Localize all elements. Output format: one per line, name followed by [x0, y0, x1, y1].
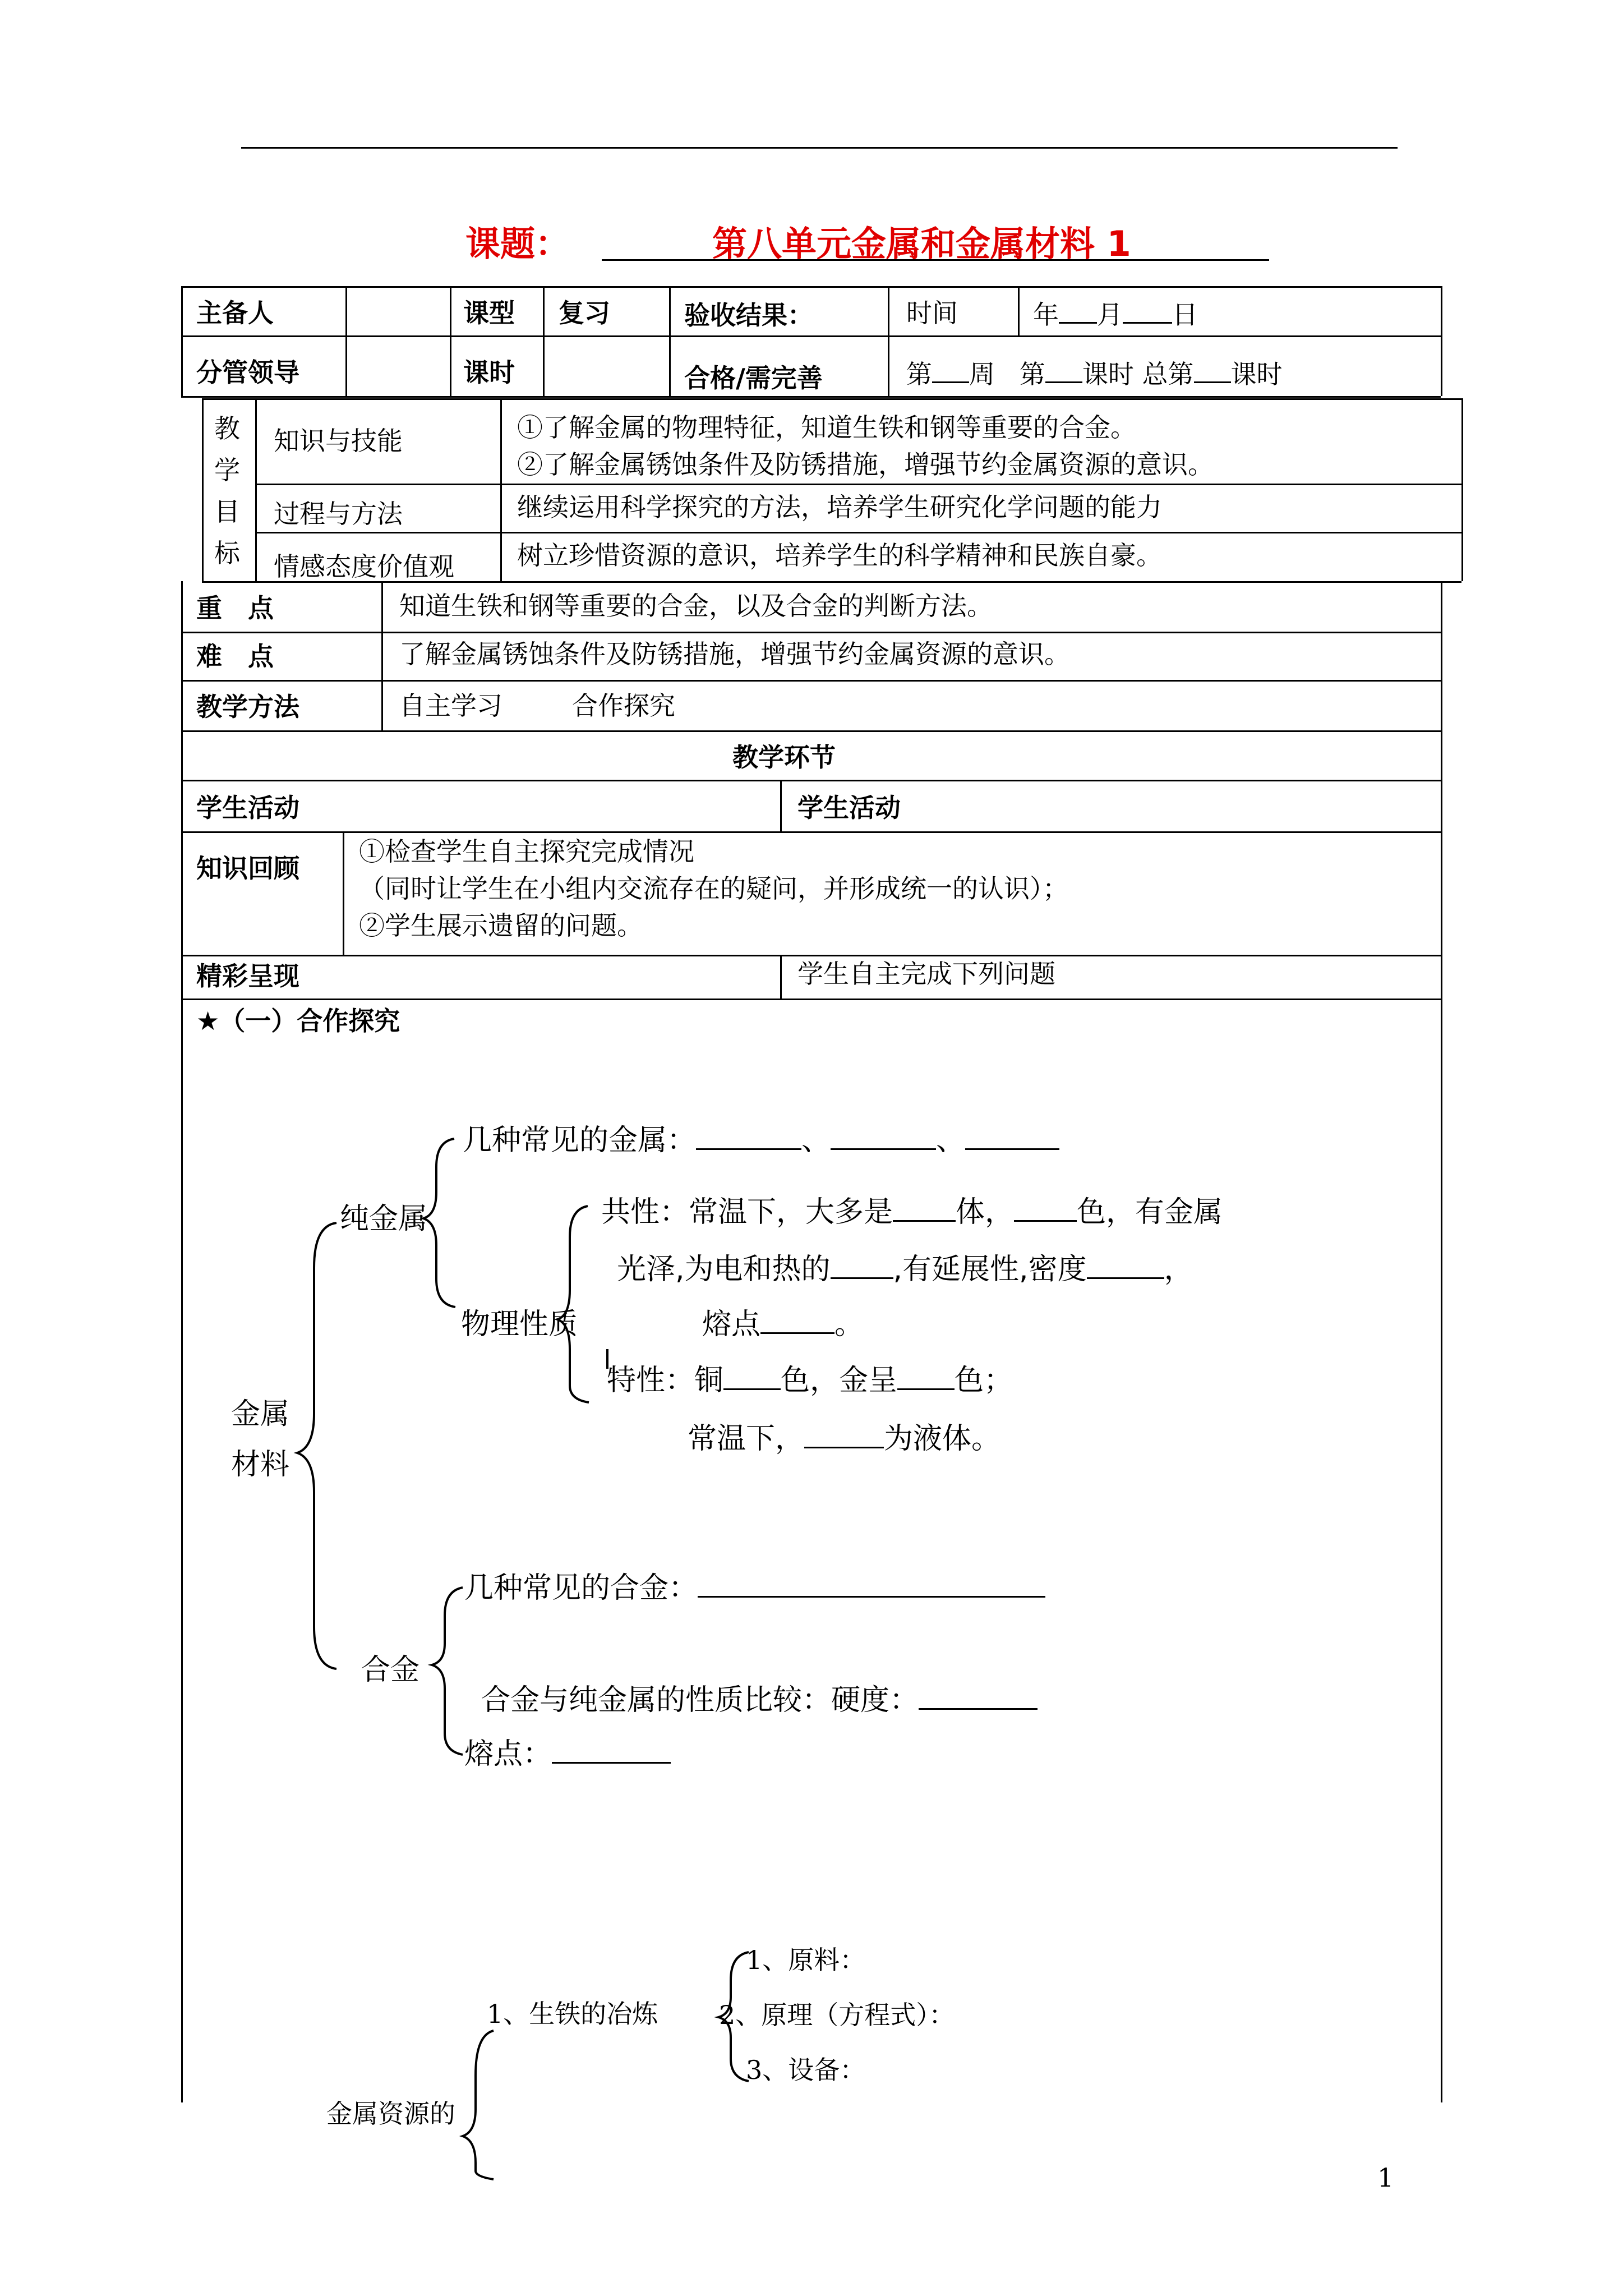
room-temp-label: 常温下，: [688, 1422, 805, 1456]
period-label: 课时: [463, 357, 515, 388]
total-suffix: 课时: [1230, 359, 1283, 389]
gold-suffix: 色；: [955, 1364, 1013, 1397]
special-label: 特性：铜: [607, 1364, 724, 1397]
copper-suffix: 色，金呈: [781, 1364, 898, 1397]
week-suffix: 周: [969, 359, 995, 389]
page-title: 第八单元金属和金属材料 1: [712, 223, 1131, 264]
liquid-label: 为液体。: [884, 1422, 1001, 1456]
focus-text: 知道生铁和钢等重要的合金，以及合金的判断方法。: [399, 591, 993, 621]
goals-side-3: 目: [214, 496, 240, 527]
mindmap-common-prop: [601, 1195, 1223, 1230]
mindmap-luster: [617, 1252, 1193, 1287]
difficulty-label: 难 点: [196, 641, 274, 671]
luster-label: 光泽,为电和热的: [617, 1253, 831, 1286]
acceptance-label: 验收结果：: [684, 300, 813, 330]
mindmap-physical: 物理性质: [461, 1308, 578, 1341]
melting-label: 熔点: [702, 1308, 761, 1341]
melting-period: 。: [834, 1308, 864, 1341]
difficulty-text: 了解金属锈蚀条件及防锈措施，增强节约金属资源的意识。: [399, 639, 1070, 669]
goals-side-2: 学: [214, 455, 240, 485]
mindmap-special: [607, 1363, 1013, 1398]
resources-label: 金属资源的: [326, 2099, 455, 2129]
common-prop-label: 共性：常温下，大多是: [601, 1195, 893, 1229]
method-text-1: 自主学习: [399, 691, 502, 721]
mindmap-room-temp: [688, 1421, 1000, 1456]
section-title: 教学环节: [732, 742, 836, 772]
common-metals-label: 几种常见的金属：: [463, 1124, 697, 1157]
alloy-melting-label: 熔点：: [464, 1737, 552, 1771]
goal-process-name: 过程与方法: [274, 499, 403, 529]
review-label: 知识回顾: [196, 853, 299, 884]
goal-knowledge-line-1: ①了解金属的物理特征，知道生铁和钢等重要的合金。: [517, 412, 1136, 443]
luster-comma: ，: [1164, 1253, 1193, 1286]
goals-side-4: 标: [214, 538, 240, 568]
mindmap-common-alloys: [464, 1571, 1045, 1605]
date-day: 日: [1172, 300, 1198, 330]
page-number: 1: [1377, 2162, 1394, 2193]
activity-right: 学生活动: [797, 793, 901, 823]
focus-label: 重 点: [196, 593, 274, 623]
show-text: 学生自主完成下列问题: [797, 959, 1055, 989]
color-suffix: 色，有金属: [1077, 1195, 1223, 1229]
goal-emotion-line: 树立珍惜资源的意识，培养学生的科学精神和民族自豪。: [517, 540, 1162, 570]
week-prefix: 第: [906, 359, 932, 389]
type-value: 复习: [559, 298, 610, 328]
resource-item-1: 1、原料：: [746, 1945, 866, 1975]
compare-label: 合金与纯金属的性质比较：硬度：: [481, 1683, 919, 1717]
mindmap-root-line1: 金属: [231, 1397, 290, 1431]
status-text: 合格/需完善: [684, 363, 823, 393]
method-label: 教学方法: [196, 692, 299, 722]
mindmap-melting: [702, 1307, 864, 1342]
goal-process-line: 继续运用科学探究的方法，培养学生研究化学问题的能力: [517, 492, 1162, 522]
show-label: 精彩呈现: [196, 961, 299, 991]
title-label: 课题：: [465, 223, 570, 264]
ductility-label: ,有延展性,密度: [893, 1253, 1087, 1286]
goal-emotion-name: 情感态度价值观: [274, 551, 454, 582]
total-prefix: 总第: [1142, 359, 1194, 389]
review-line-3: ②学生展示遗留的问题。: [359, 910, 643, 941]
explore-heading: ★（一）合作探究: [196, 1006, 400, 1036]
date-month: 月: [1097, 300, 1123, 330]
method-text-2: 合作探究: [572, 691, 675, 721]
mindmap-compare: [481, 1683, 1038, 1718]
resource-item-2: 2、原理（方程式）：: [719, 2000, 955, 2030]
date-year: 年: [1033, 300, 1059, 330]
goal-knowledge-line-2: ②了解金属锈蚀条件及防锈措施，增强节约金属资源的意识。: [517, 449, 1214, 480]
activity-left: 学生活动: [196, 793, 299, 823]
mindmap-pure-metal: 纯金属: [340, 1202, 428, 1236]
common-alloys-label: 几种常见的合金：: [464, 1571, 698, 1605]
state-suffix: 体，: [956, 1195, 1015, 1229]
time-label: 时间: [906, 298, 958, 328]
mindmap-alloy-melting: [464, 1737, 671, 1772]
mindmap-root-line2: 材料: [231, 1448, 290, 1481]
mindmap-common-metals: 几种常见的金属： 、 、: [463, 1123, 1059, 1158]
lesson-prefix: 第: [1019, 359, 1045, 389]
resource-item-3: 3、设备：: [746, 2055, 866, 2085]
goals-side-1: 教: [214, 413, 240, 444]
preparer-label: 主备人: [196, 298, 274, 328]
iron-smelting: 1、生铁的冶炼: [487, 1999, 658, 2029]
type-label: 课型: [463, 298, 515, 328]
mindmap-alloy: 合金: [361, 1653, 420, 1687]
leader-label: 分管领导: [196, 357, 299, 388]
review-line-2: （同时让学生在小组内交流存在的疑问，并形成统一的认识）；: [359, 873, 1068, 904]
goal-knowledge-name: 知识与技能: [274, 426, 403, 456]
review-line-1: ①检查学生自主探究完成情况: [359, 836, 694, 867]
lesson-suffix: 课时: [1082, 359, 1134, 389]
